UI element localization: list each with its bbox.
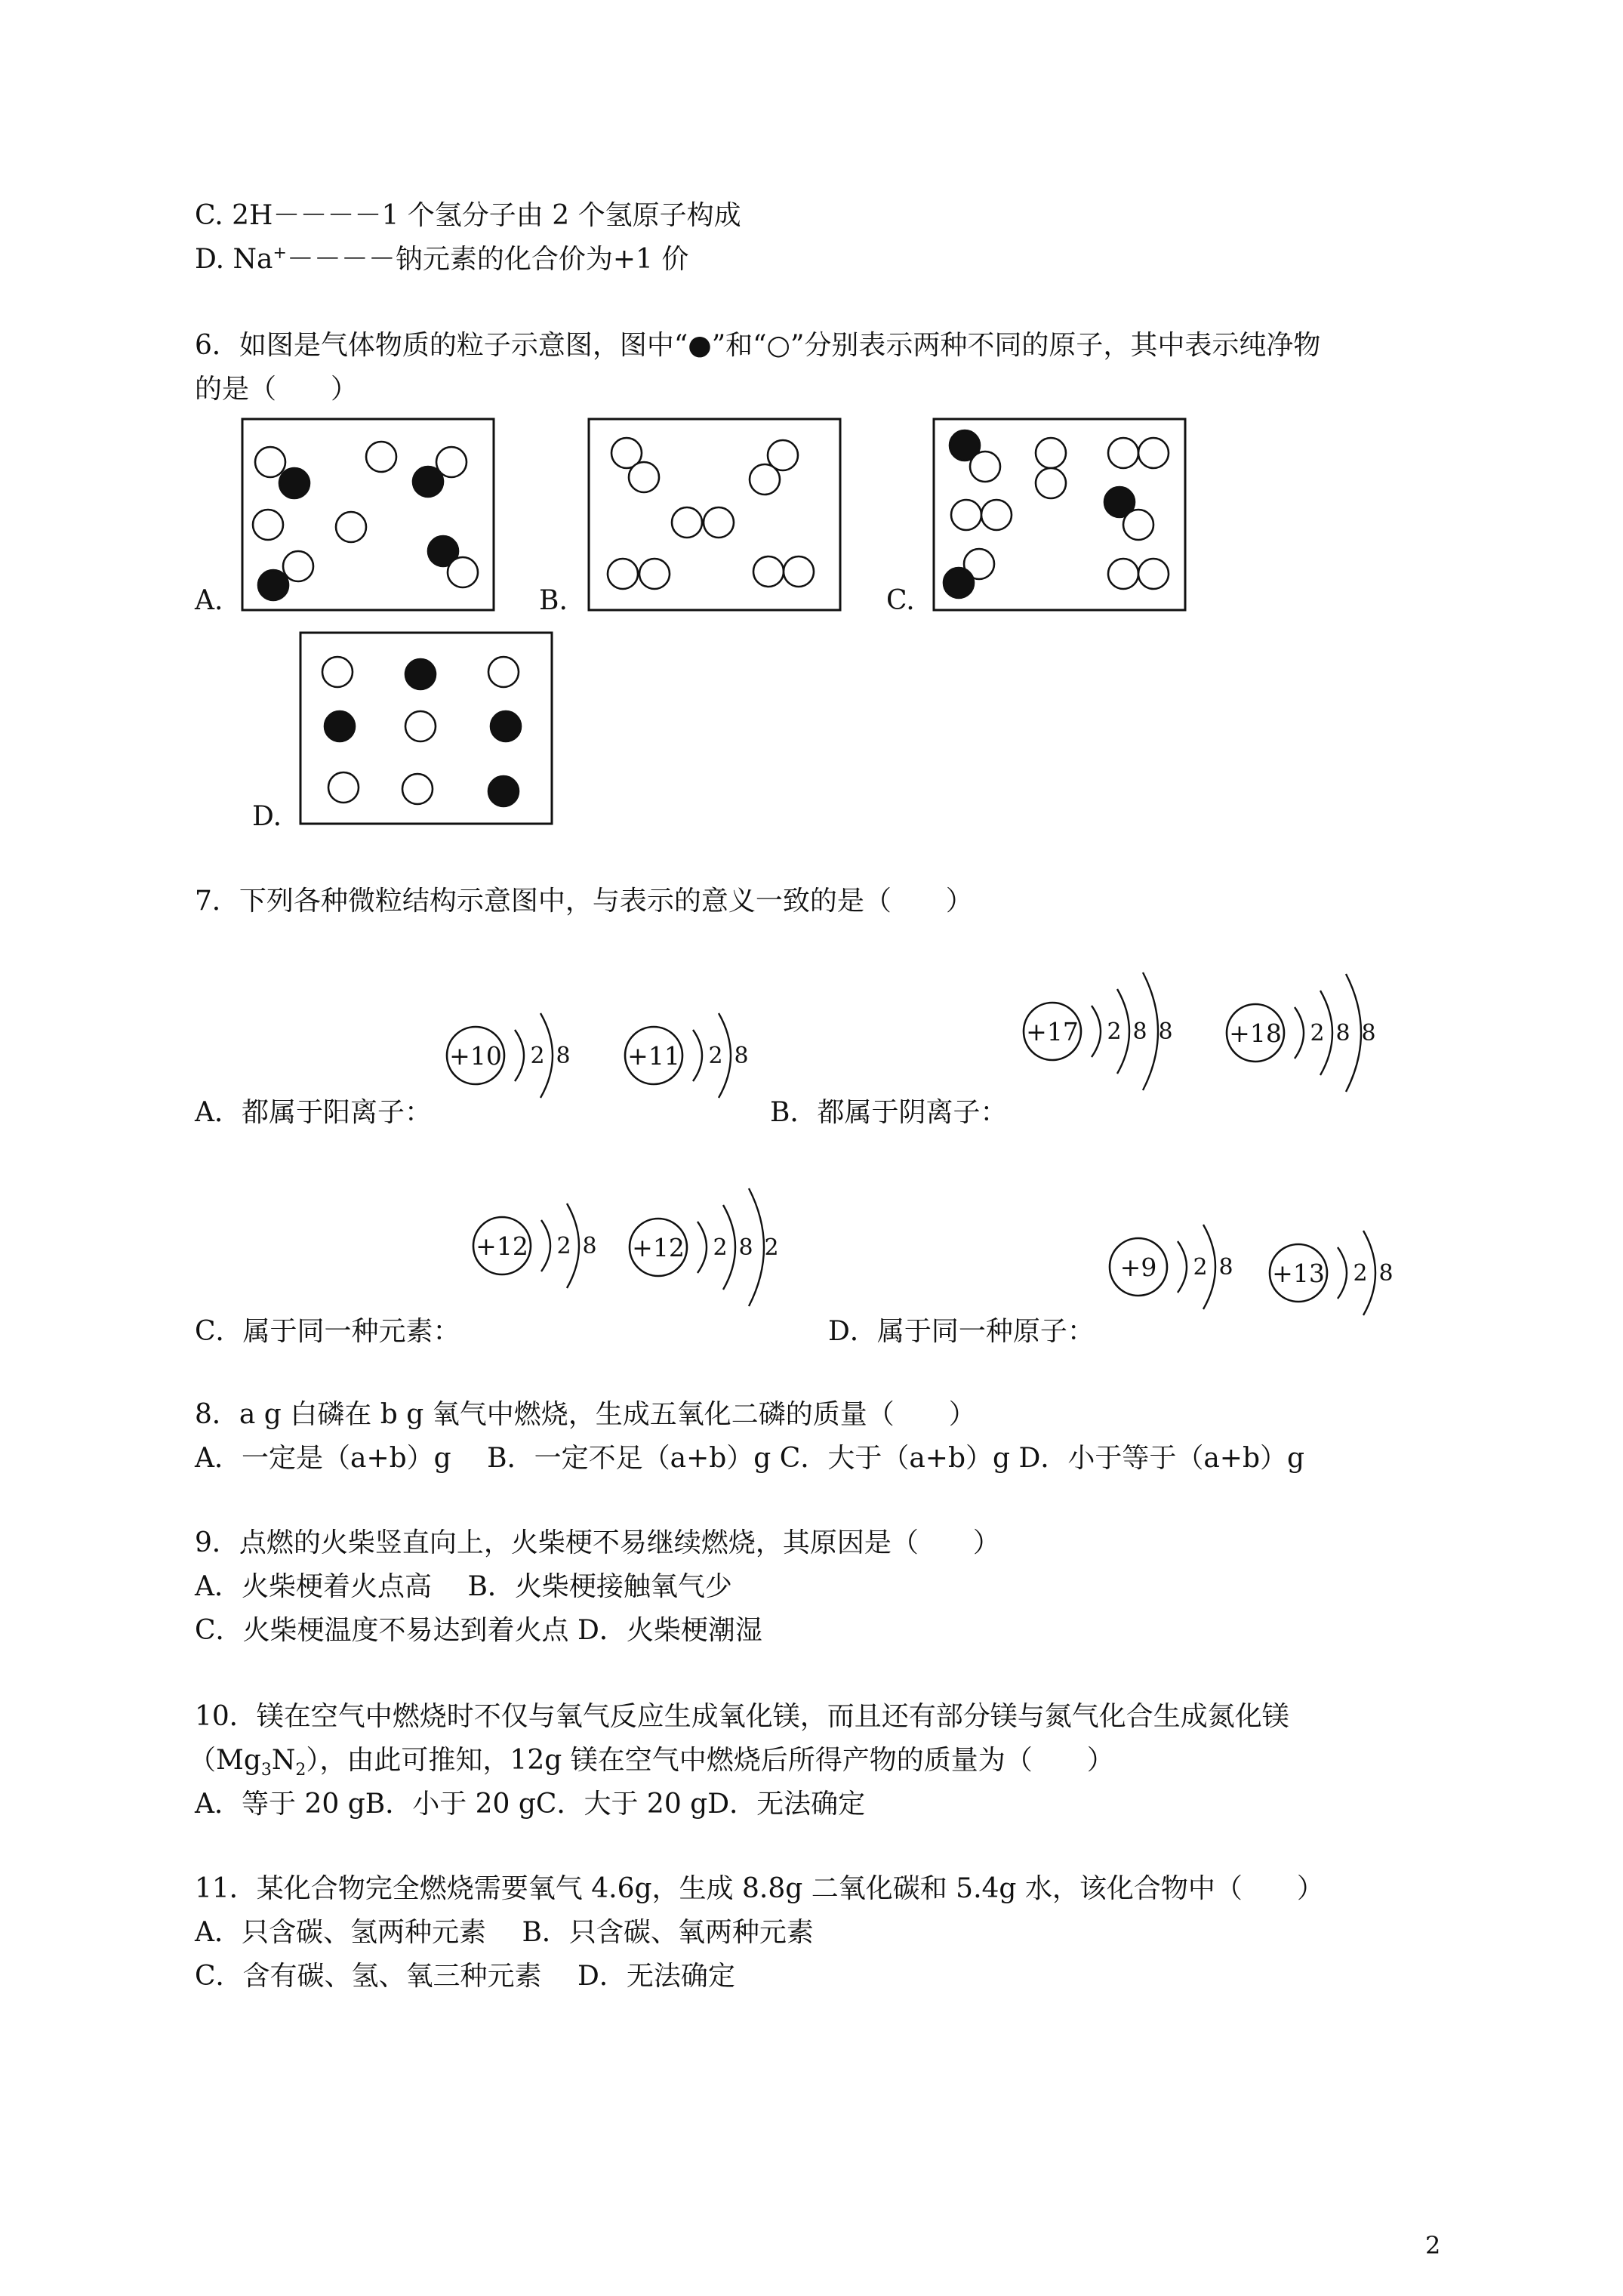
electron-count: 8 [734,1043,749,1069]
q7-option-c: C．属于同一种元素： [195,1316,460,1347]
q11-options-row1: A．只含碳、氢两种元素 B．只含碳、氧两种元素 [195,1917,814,1948]
electron-count: 8 [1158,1019,1173,1045]
q7-diagram-d2 [1270,1231,1394,1315]
q11-stem: 11．某化合物完全燃烧需要氧气 4.6g，生成 8.8g 二氧化碳和 5.4g 水，该化合物中（ ） [195,1873,1324,1904]
electron-count: 8 [556,1043,571,1069]
electron-count: 8 [1132,1019,1147,1045]
electron-count: 2 [764,1234,779,1261]
q10-stem-line1: 10．镁在空气中燃烧时不仅与氧气反应生成氧化镁，而且还有部分镁与氮气化合生成氮化镁 [195,1701,1289,1732]
q7-diagram-b1 [1024,972,1173,1090]
electron-count: 2 [556,1233,571,1259]
q7-option-b: B．都属于阴离子： [770,1097,1008,1128]
q6-box-d [300,633,552,824]
q7-stem: 7．下列各种微粒结构示意图中，与表示的意义一致的是（ ） [195,886,973,917]
q7-diagram-a1 [447,1013,571,1098]
q9-stem: 9．点燃的火柴竖直向上，火柴梗不易继续燃烧，其原因是（ ） [195,1527,1000,1558]
q8-stem: 8．a g 白磷在 b g 氧气中燃烧，生成五氧化二磷的质量（ ） [195,1399,976,1430]
q6-label-b: B. [539,585,568,616]
electron-shell-arc [515,1030,524,1081]
electron-count: 2 [1310,1020,1325,1046]
q7-option-d: D．属于同一种原子： [828,1316,1095,1347]
q6-box-a [242,419,494,610]
q7-diagram-a2 [625,1013,749,1098]
q9-options-row2: C．火柴梗温度不易达到着火点 D．火柴梗潮湿 [195,1615,762,1646]
nucleus-charge: +13 [1272,1259,1325,1288]
q8-options: A．一定是（a+b）g B．一定不足（a+b）g C．大于（a+b）g D．小于等于（a+b）g [195,1443,1305,1474]
q5-option-d: D. Na+－－－－钠元素的化合价为+1 价 [195,244,689,275]
q6-label-d: D. [252,801,282,832]
q9-options-row1: A．火柴梗着火点高 B．火柴梗接触氧气少 [195,1571,732,1602]
q6-box-c [934,419,1185,610]
electron-count: 8 [1378,1260,1394,1287]
electron-shell-arc [1092,1006,1101,1057]
q7-diagram-d1 [1110,1225,1233,1309]
electron-count: 2 [713,1234,728,1261]
q10-options: A．等于 20 gB．小于 20 gC．大于 20 gD．无法确定 [195,1789,866,1820]
electron-shell-arc [693,1030,702,1081]
q7-structure-diagrams [447,972,1394,1315]
q6-label-a: A. [195,585,223,616]
q6-stem-line1: 6．如图是气体物质的粒子示意图，图中“●”和“○”分别表示两种不同的原子，其中表示纯净物 [195,330,1321,361]
electron-count: 8 [1361,1020,1376,1046]
electron-count: 2 [1107,1019,1122,1045]
electron-shell-arc [1338,1247,1347,1299]
electron-shell-arc [541,1220,550,1271]
electron-count: 8 [1335,1020,1350,1046]
nucleus-charge: +11 [627,1041,680,1071]
page-number: 2 [1425,2231,1441,2260]
q11-options-row2: C．含有碳、氢、氧三种元素 D．无法确定 [195,1961,735,1992]
nucleus-charge: +17 [1026,1017,1079,1046]
q5-option-c: C. 2H－－－－1 个氢分子由 2 个氢原子构成 [195,200,741,231]
electron-shell-arc [1178,1241,1187,1293]
nucleus-charge: +10 [449,1041,502,1071]
q6-box-b [589,419,840,610]
nucleus-charge: +18 [1229,1019,1282,1048]
electron-shell-arc [698,1222,707,1273]
electron-count: 8 [582,1233,597,1259]
electron-count: 2 [708,1043,723,1069]
q7-diagram-c1 [473,1203,597,1288]
q7-diagram-b2 [1227,974,1376,1092]
nucleus-charge: +12 [476,1231,528,1261]
q6-stem-line2: 的是（ ） [195,374,359,405]
q10-stem-line2: $(Mg_3N_2)$，由此可推知，12g 镁在空气中燃烧后所得产物的质量为（ ） [189,1745,1114,1780]
electron-count: 2 [1353,1260,1368,1287]
electron-count: 2 [530,1043,545,1069]
nucleus-charge: +12 [632,1233,685,1262]
electron-count: 2 [1193,1254,1208,1281]
nucleus-charge: +9 [1119,1253,1157,1282]
q7-option-a: A．都属于阳离子： [195,1097,432,1128]
electron-shell-arc [1295,1007,1304,1059]
q7-diagram-c2 [630,1188,779,1306]
q6-label-c: C. [886,585,915,616]
electron-count: 8 [738,1234,753,1261]
electron-count: 8 [1218,1254,1233,1281]
